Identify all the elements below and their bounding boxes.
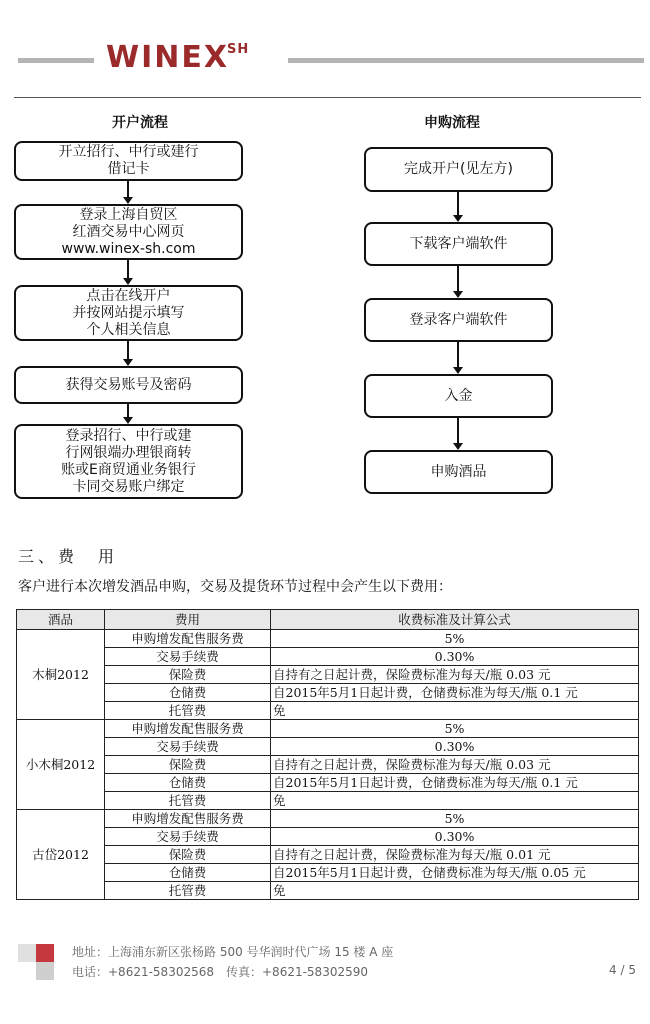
fee-standard-cell: 5%	[271, 810, 639, 828]
product-cell: 小木桐2012	[17, 720, 105, 810]
arrow-down-icon	[457, 418, 459, 444]
fee-standard-cell: 自2015年5月1日起计费，仓储费标准为每天/瓶 0.1 元	[271, 774, 639, 792]
table-row	[17, 828, 639, 846]
table-row	[17, 810, 639, 828]
fee-standard-cell: 免	[271, 792, 639, 810]
footer-square-icon	[18, 944, 36, 962]
purchase-step-5: 申购酒品	[364, 450, 553, 494]
fee-standard-cell: 自持有之日起计费，保险费标准为每天/瓶 0.01 元	[271, 846, 639, 864]
fee-table	[16, 609, 639, 900]
fee-name-cell: 保险费	[105, 846, 271, 864]
page-number: 4 / 5	[609, 963, 636, 977]
table-row	[17, 864, 639, 882]
table-row	[17, 792, 639, 810]
fees-intro: 客户进行本次增发酒品申购，交易及提货环节过程中会产生以下费用：	[18, 579, 452, 595]
fee-name-cell: 交易手续费	[105, 828, 271, 846]
footer-square-icon	[36, 962, 54, 980]
fee-standard-cell: 自持有之日起计费，保险费标准为每天/瓶 0.03 元	[271, 756, 639, 774]
fee-standard-cell: 5%	[271, 630, 639, 648]
arrow-down-icon	[457, 266, 459, 292]
table-header-row	[17, 610, 639, 630]
footer-square-icon	[36, 944, 54, 962]
arrow-down-icon	[457, 192, 459, 216]
table-row	[17, 702, 639, 720]
table-row	[17, 882, 639, 900]
account-step-4: 获得交易账号及密码	[14, 366, 243, 404]
purchase-step-3: 登录客户端软件	[364, 298, 553, 342]
fee-standard-cell: 免	[271, 882, 639, 900]
product-cell: 古岱2012	[17, 810, 105, 900]
header-divider	[14, 97, 641, 98]
table-row	[17, 648, 639, 666]
account-step-1: 开立招行、中行或建行 借记卡	[14, 141, 243, 181]
table-row	[17, 666, 639, 684]
fee-name-cell: 交易手续费	[105, 738, 271, 756]
purchase-flow-title: 申购流程	[424, 115, 480, 131]
fee-standard-cell: 0.30%	[271, 738, 639, 756]
arrow-down-icon	[127, 404, 129, 418]
header-rule-right	[288, 58, 644, 63]
fee-standard-cell: 0.30%	[271, 648, 639, 666]
fee-standard-cell: 自持有之日起计费，保险费标准为每天/瓶 0.03 元	[271, 666, 639, 684]
fee-standard-cell: 免	[271, 702, 639, 720]
fee-name-cell: 托管费	[105, 702, 271, 720]
col-header-standard: 收费标准及计算公式	[271, 610, 639, 630]
fee-name-cell: 申购增发配售服务费	[105, 630, 271, 648]
arrow-down-icon	[457, 342, 459, 368]
header-rule-left	[18, 58, 94, 63]
fee-name-cell: 保险费	[105, 666, 271, 684]
fee-name-cell: 申购增发配售服务费	[105, 720, 271, 738]
arrow-down-icon	[127, 341, 129, 360]
fee-standard-cell: 5%	[271, 720, 639, 738]
table-row	[17, 720, 639, 738]
product-cell: 木桐2012	[17, 630, 105, 720]
table-row	[17, 630, 639, 648]
fee-name-cell: 托管费	[105, 882, 271, 900]
fee-standard-cell: 0.30%	[271, 828, 639, 846]
footer-contacts: 电话：+8621-58302568 传真：+8621-58302590	[72, 965, 369, 979]
fee-standard-cell: 自2015年5月1日起计费，仓储费标准为每天/瓶 0.05 元	[271, 864, 639, 882]
fee-name-cell: 仓储费	[105, 774, 271, 792]
account-step-5: 登录招行、中行或建 行网银端办理银商转 账或E商贸通业务银行 卡同交易账户绑定	[14, 424, 243, 499]
account-step-3: 点击在线开户 并按网站提示填写 个人相关信息	[14, 285, 243, 341]
fee-name-cell: 仓储费	[105, 684, 271, 702]
arrow-down-icon	[127, 260, 129, 279]
col-header-fee: 费用	[105, 610, 271, 630]
fee-standard-cell: 自2015年5月1日起计费，仓储费标准为每天/瓶 0.1 元	[271, 684, 639, 702]
purchase-step-1: 完成开户(见左方)	[364, 147, 553, 192]
fees-section-title: 三、费 用	[18, 547, 119, 566]
fee-name-cell: 仓储费	[105, 864, 271, 882]
table-row	[17, 846, 639, 864]
fee-name-cell: 保险费	[105, 756, 271, 774]
fee-name-cell: 交易手续费	[105, 648, 271, 666]
account-flow-title: 开户流程	[112, 115, 168, 131]
table-row	[17, 684, 639, 702]
fee-name-cell: 托管费	[105, 792, 271, 810]
footer-address: 地址：上海浦东新区张杨路 500 号华润时代广场 15 楼 A 座	[72, 945, 394, 959]
table-row	[17, 756, 639, 774]
fee-name-cell: 申购增发配售服务费	[105, 810, 271, 828]
arrow-down-icon	[127, 181, 129, 198]
winex-logo: $WINEX^{SH}$	[106, 40, 250, 75]
account-step-2: 登录上海自贸区 红酒交易中心网页 www.winex-sh.com	[14, 204, 243, 260]
purchase-step-2: 下载客户端软件	[364, 222, 553, 266]
col-header-product: 酒品	[17, 610, 105, 630]
table-row	[17, 738, 639, 756]
table-row	[17, 774, 639, 792]
purchase-step-4: 入金	[364, 374, 553, 418]
